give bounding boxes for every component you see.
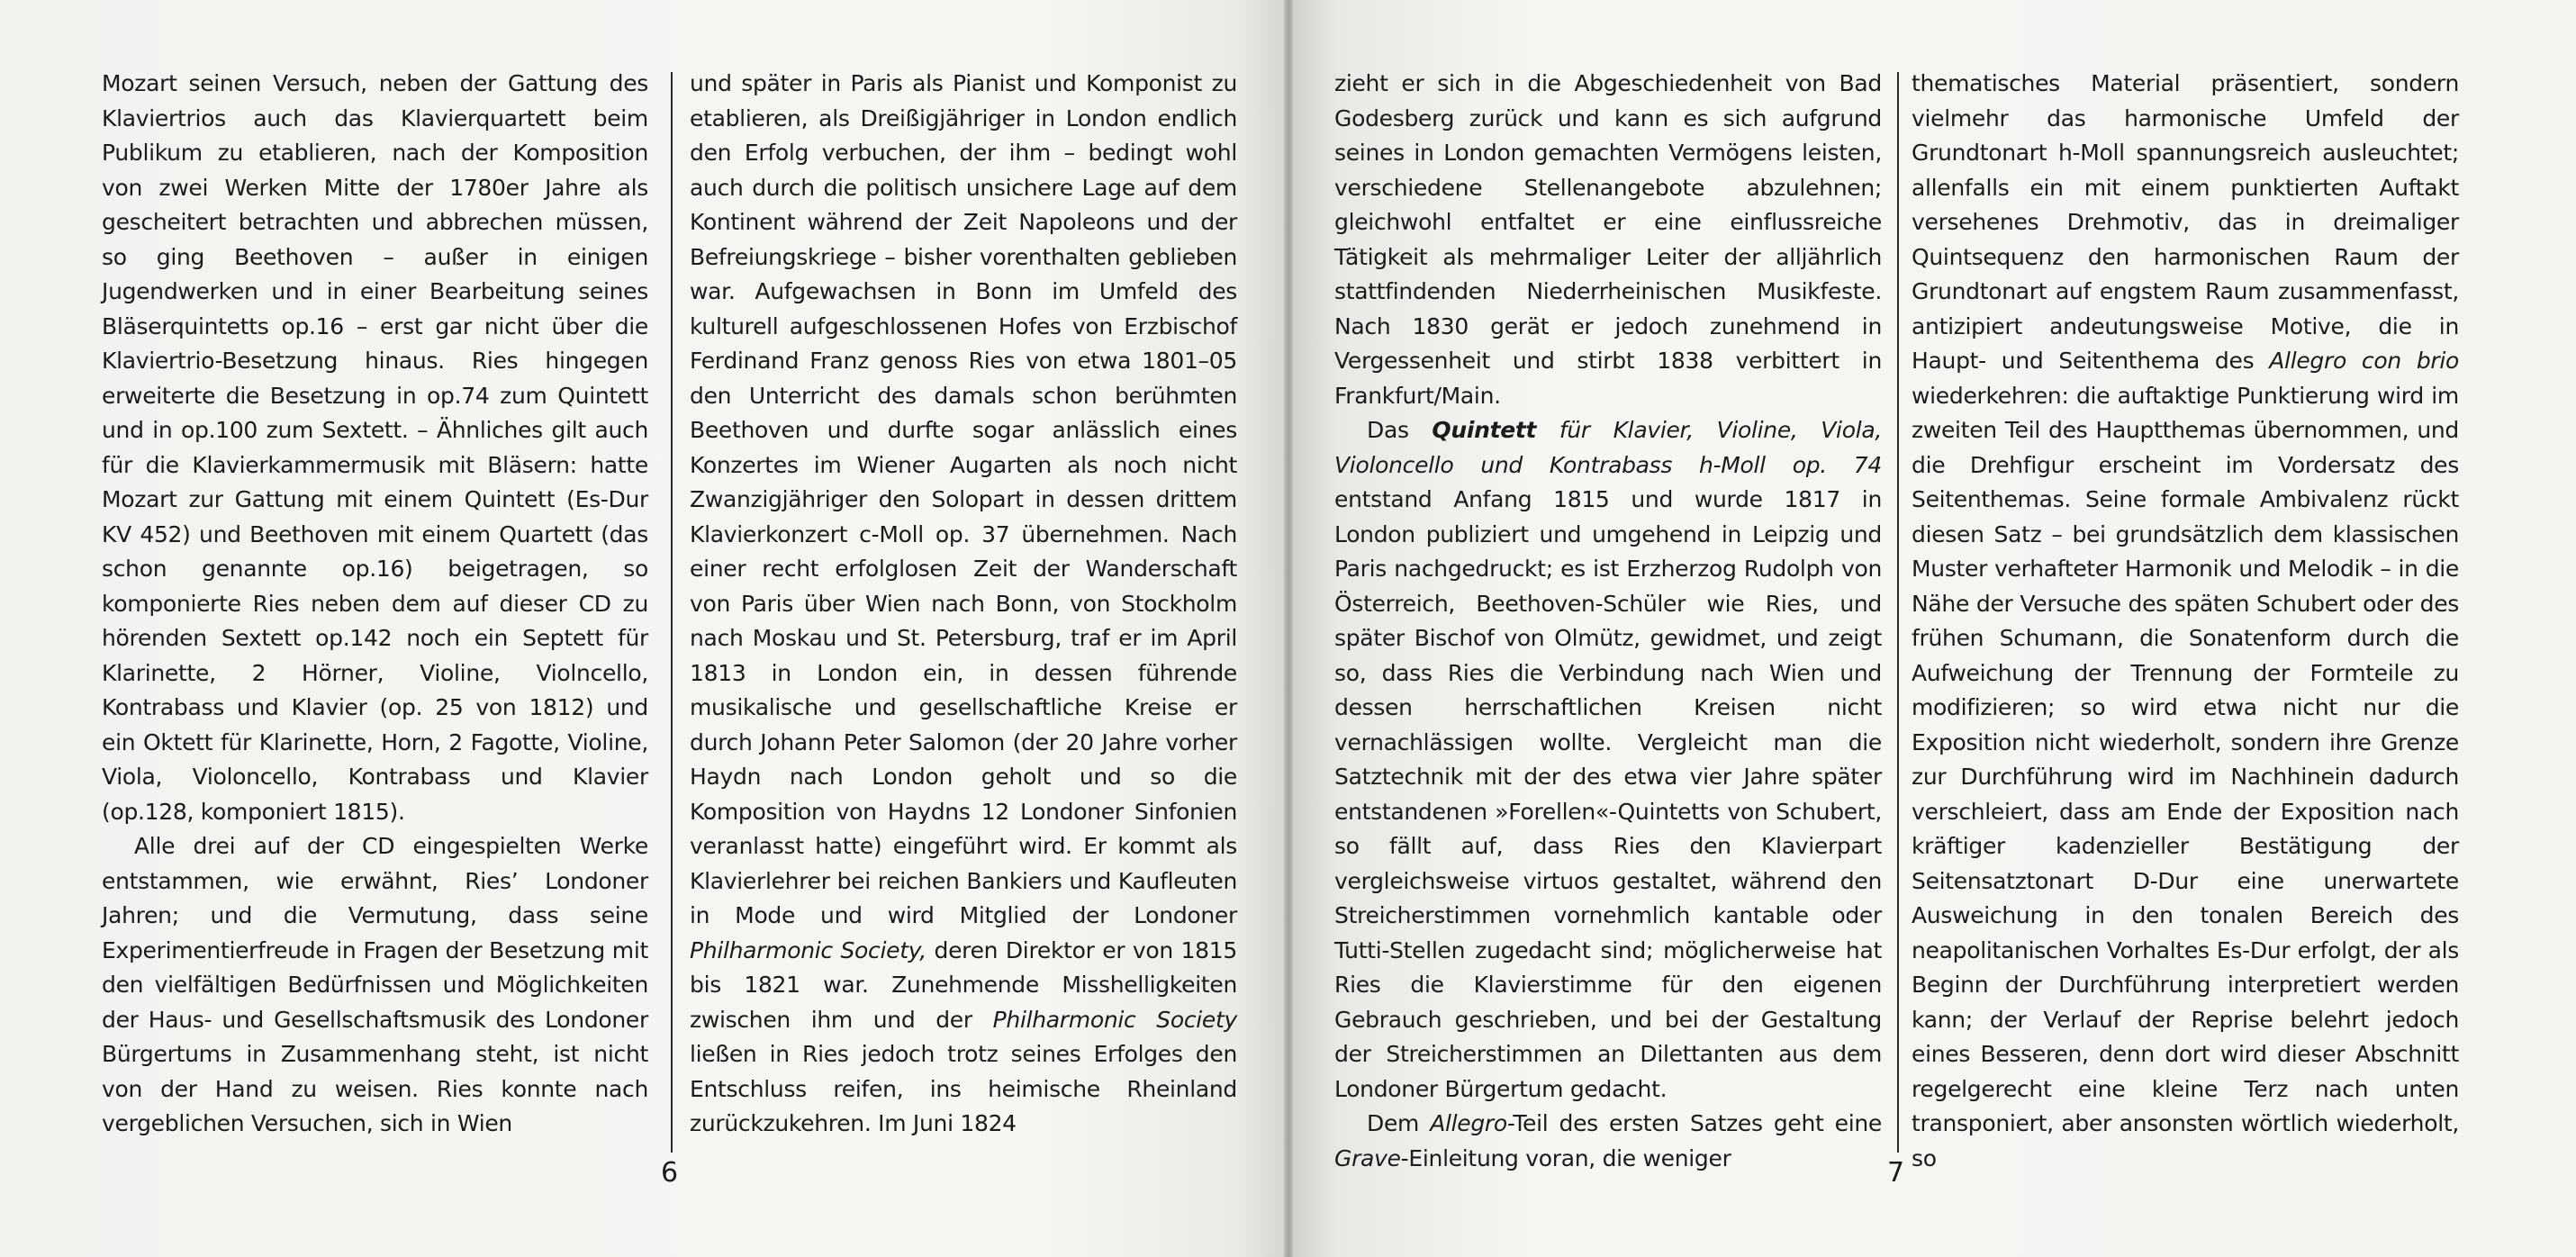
page-number-right: 7 — [1887, 1157, 1905, 1189]
paragraph — [1334, 413, 1882, 1107]
paragraph — [1912, 67, 2459, 1176]
text-run: wiederkehren: die auftaktige Punktierung wird im zweiten Teil des Hauptthemas übernommen, und die Drehfigur erscheint im Vordersatz des Seitenthemas. Seine formale Ambivalenz rückt diesen Satz – bei grundsätzlich dem klassischen Muster verhafteter Harmonik und Melodik – in die Nähe der Versuche des späten Schubert oder des frühen Schumann, die Sonatenform durch die Aufweichung der Trennung der Formteile zu modifizieren; so wird etwa nicht nur die Exposition nicht wiederholt, sondern ihre Grenze zur Durchführung wird im Nachhinein dadurch verschleiert, dass am Ende der Exposition nach kräftiger kadenzieller Bestätigung der Seitensatztonart D-Dur eine unerwartete Ausweichung in den tonalen Bereich des neapolitanischen Vorhaltes Es-Dur erfolgt, der als Beginn der Durchführung interpretiert werden kann; der Verlauf der Reprise belehrt jedoch eines Besseren, denn dort wird dieser Abschnitt regelgerecht eine kleine Terz nach unten transponiert, aber ansonsten wörtlich wiederholt, so — [1912, 382, 2459, 1171]
italic-text: für Klavier, Violine, Viola, Violoncello und Kontrabass h-Moll op. 74 — [1334, 417, 1883, 478]
text-run: deren Direktor er von 1815 bis 1821 war. Zunehmende Misshelligkeiten zwischen ihm und der — [690, 936, 1237, 1033]
italic-text: Philharmonic Society — [992, 1006, 1237, 1033]
paragraph — [1334, 1107, 1882, 1176]
text-run: und später in Paris als Pianist und Komponist zu etablieren, als Dreißigjähriger in London endlich den Erfolg verbuchen, der ihm – bedingt wohl auch durch die politisch unsichere Lage auf dem Kontinent während der Zeit Napoleons und der Befreiungskriege – bisher vorenthalten geblieben war. Aufgewachsen in Bonn im Umfeld des kulturell aufgeschlossenen Hofes von Erzbischof Ferdinand Franz genoss Ries von etwa 1801–05 den Unterricht des damals schon berühmten Beethoven und durfte sogar anlässlich eines Konzertes im Wiener Augarten als noch nicht Zwanzigjähriger den Solopart in dessen drittem Klavierkonzert c-Moll op. 37 übernehmen. Nach einer recht erfolglosen Zeit der Wanderschaft von Paris über Wien nach Bonn, von Stockholm nach Moskau und St. Petersburg, traf er im April 1813 in London ein, in dessen führende musikalische und gesellschaftliche Kreise er durch Johann Peter Salomon (der 20 Jahre vorher Haydn nach London geholt und so die Komposition von Haydns 12 Londoner Sinfonien veranlasst hatte) eingeführt wird. Er kommt als Klavierlehrer bei reichen Bankiers und Kaufleuten in Mode und wird Mitglied der Londoner — [690, 70, 1237, 928]
italic-text: Grave — [1334, 1144, 1401, 1171]
page-number-left: 6 — [661, 1157, 679, 1189]
column-divider-right — [1897, 72, 1899, 1153]
text-run: zieht er sich in die Abgeschiedenheit von Bad Godesberg zurück und kann es sich aufgrund seines in London gemachten Vermögens leisten, verschiedene Stellenangebote abzulehnen; gleichwohl entfaltet er eine einflussreiche Tätigkeit als mehrmaliger Leiter der alljährlich stattfindenden Niederrheinischen Musikfeste. Nach 1830 gerät er jedoch zunehmend in Vergessenheit und stirbt 1838 verbittert in Frankfurt/Main. — [1334, 70, 1882, 409]
italic-text: Allegro — [1430, 1110, 1507, 1136]
text-run: ließen in Ries jedoch trotz seines Erfolges den Entschluss reifen, ins heimische Rheinland zurückzukehren. Im Juni 1824 — [690, 1041, 1237, 1136]
text-run: thematisches Material präsentiert, sondern vielmehr das harmonische Umfeld der Grundtonart h-Moll spannungsreich ausleuchtet; allenfalls ein mit einem punktierten Auftakt versehenes Drehmotiv, das in dreimaliger Quintsequenz den harmonischen Raum der Grundtonart auf engstem Raum zusammenfasst, antizipiert andeutungsweise Motive, die in Haupt- und Seitenthema des — [1912, 70, 2459, 374]
paragraph — [1334, 67, 1882, 413]
text-run: Das — [1367, 417, 1433, 443]
paragraph — [102, 829, 648, 1142]
paragraph — [102, 67, 648, 829]
book-gutter — [1284, 0, 1293, 1257]
text-run: Alle drei auf der CD eingespielten Werke entstammen, wie erwähnt, Ries’ Londoner Jahren; und die Vermutung, dass seine Experimentierfreude in Fragen der Besetzung mit den vielfältigen Bedürfnissen und Möglichkeiten der Haus- und Gesellschaftsmusik des Londoner Bürgertums in Zusammenhang steht, ist nicht von der Hand zu weisen. Ries konnte nach vergeblichen Versuchen, sich in Wien — [102, 833, 648, 1136]
paragraph — [690, 67, 1237, 1142]
right-column-2 — [1912, 67, 2460, 1171]
text-run: -Teil des ersten Satzes geht eine — [1506, 1110, 1882, 1136]
left-column-1 — [102, 67, 648, 1156]
text-run: Dem — [1367, 1110, 1431, 1136]
italic-text: Philharmonic Society, — [690, 936, 926, 963]
text-run: -Einleitung voran, die weniger — [1400, 1144, 1731, 1171]
column-divider-left — [671, 72, 673, 1153]
right-page — [1288, 0, 2576, 1257]
italic-text: Allegro con brio — [2269, 348, 2460, 374]
text-run: entstand Anfang 1815 und wurde 1817 in London publiziert und umgehend in Leipzig und Paris nachgedruckt; es ist Erzherzog Rudolph von Österreich, Beethoven-Schüler wie Ries, und später Bischof von Olmütz, gewidmet, und zeigt so, dass Ries die Verbindung nach Wien und dessen herrschaftlichen Kreisen nicht vernachlässigen wollte. Vergleicht man die Satztechnik mit der des etwa vier Jahre später entstandenen »Forellen«-Quintetts von Schubert, so fällt auf, dass Ries den Klavierpart vergleichsweise virtuos gestaltet, während den Streicherstimmen vornehmlich kantable oder Tutti-Stellen zugedacht sind; möglicherweise hat Ries die Klavierstimme für den eigenen Gebrauch geschrieben, und bei der Gestaltung der Streicherstimmen an Dilettanten aus dem Londoner Bürgertum gedacht. — [1334, 486, 1882, 1102]
bold-title: Quintett — [1432, 417, 1537, 443]
text-run: Mozart seinen Versuch, neben der Gattung des Klaviertrios auch das Klavierquartett beim Publikum zu etablieren, nach der Komposition von zwei Werken Mitte der 1780er Jahre als gescheitert betrachten und abbrechen müssen, so ging Beethoven – außer in einigen Jugendwerken und in einer Bearbeitung seines Bläserquintetts op.16 – erst gar nicht über die Klaviertrio-Besetzung hinaus. Ries hingegen erweiterte die Besetzung in op.74 zum Quintett und in op.100 zum Sextett. – Ähnliches gilt auch für die Klavierkammermusik mit Bläsern: hatte Mozart zur Gattung mit einem Quintett (Es-Dur KV 452) und Beethoven mit einem Quartett (das schon genannte op.16) beigetragen, so komponierte Ries neben dem auf dieser CD zu hörenden Sextett op.142 noch ein Septett für Klarinette, 2 Hörner, Violine, Violncello, Kontrabass und Klavier (op. 25 von 1812) und ein Oktett für Klarinette, Horn, 2 Fagotte, Violine, Viola, Violoncello, Kontrabass und Klavier (op.128, komponiert 1815). — [102, 70, 648, 825]
left-column-2 — [690, 67, 1237, 1156]
right-column-1 — [1334, 67, 1883, 1171]
